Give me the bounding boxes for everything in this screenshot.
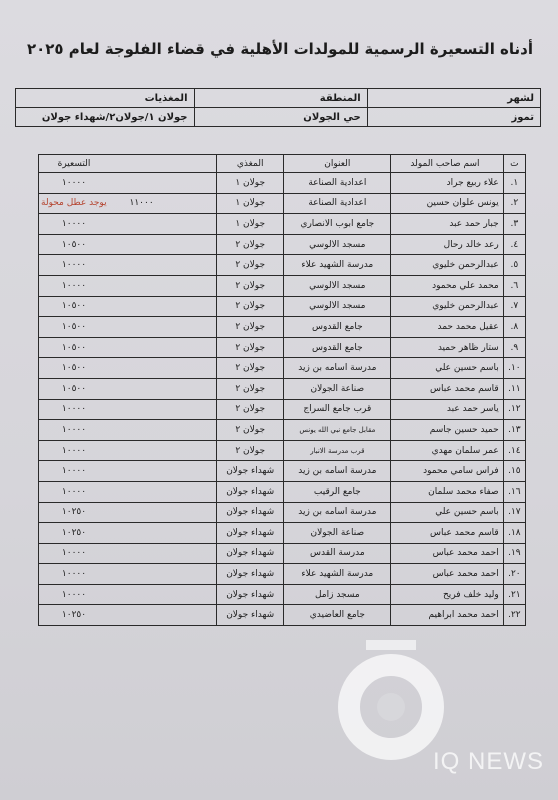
- table-row: [39, 605, 526, 626]
- row-price: ١٠٢٥٠: [61, 527, 87, 538]
- row-address: مدرسة الشهيد علاء: [284, 255, 391, 276]
- row-no: ١١.: [503, 378, 525, 399]
- row-address: مقابل جامع نبي الله يونس: [284, 420, 391, 441]
- row-no: ٣.: [503, 214, 525, 235]
- row-feeder: شهداء جولان: [216, 584, 284, 605]
- row-price: ١٠٥٠٠: [61, 321, 87, 332]
- row-address: قرب جامع السراج: [284, 399, 391, 420]
- row-address: اعدادية الصناعة: [284, 193, 391, 214]
- row-address: جامع القدوس: [284, 337, 391, 358]
- row-price: ١٠٠٠٠: [61, 260, 87, 271]
- row-no: ٩.: [503, 337, 525, 358]
- row-no: ١٧.: [503, 502, 525, 523]
- row-price-cell: [39, 502, 217, 523]
- row-owner: ياسر حمد عبد: [391, 399, 503, 420]
- row-address: جامع القدوس: [284, 317, 391, 338]
- table-row: [39, 461, 526, 482]
- row-price-cell: [39, 605, 217, 626]
- header-owner: اسم صاحب المولد: [391, 155, 503, 173]
- info-header-month: لشهر: [367, 89, 540, 108]
- row-price-cell: [39, 234, 217, 255]
- table-row: [39, 481, 526, 502]
- table-row: [39, 502, 526, 523]
- row-address: مدرسة الشهيد علاء: [284, 564, 391, 585]
- row-price-cell: [39, 193, 217, 214]
- row-no: ١٤.: [503, 440, 525, 461]
- row-address: جامع ابوب الانصاري: [284, 214, 391, 235]
- table-row: [39, 214, 526, 235]
- row-feeder: جولان ٢: [216, 337, 284, 358]
- row-address: مدرسة اسامه بن زيد: [284, 502, 391, 523]
- header-feeder: المغذي: [216, 155, 284, 173]
- info-value-area: حي الجولان: [194, 108, 367, 127]
- row-note: يوجد عطل محولة: [41, 198, 107, 209]
- row-address: مدرسة اسامه بن زيد: [284, 461, 391, 482]
- document-title: أدناه التسعيرة الرسمية للمولدات الأهلية في قضاء الفلوجة لعام ٢٠٢٥: [26, 40, 534, 58]
- info-header-row: [16, 89, 541, 108]
- row-price: ١٠٠٠٠: [61, 177, 87, 188]
- row-price: ١٠٥٠٠: [61, 301, 87, 312]
- row-price-cell: [39, 296, 217, 317]
- row-address: صناعة الجولان: [284, 523, 391, 544]
- row-owner: احمد محمد عباس: [391, 564, 503, 585]
- row-feeder: شهداء جولان: [216, 605, 284, 626]
- row-price: ١٠٥٠٠: [61, 363, 87, 374]
- table-row: [39, 234, 526, 255]
- row-address: جامع العاضيدي: [284, 605, 391, 626]
- info-value-feeders: جولان ١/جولان٢/شهداء جولان: [16, 108, 195, 127]
- header-price-label: التسعيرة: [57, 158, 91, 169]
- row-price-cell: [39, 564, 217, 585]
- row-no: ١٥.: [503, 461, 525, 482]
- generators-table: [38, 154, 526, 626]
- row-owner: قاسم محمد عباس: [391, 378, 503, 399]
- row-price-cell: [39, 173, 217, 194]
- header-address: العنوان: [284, 155, 391, 173]
- row-no: ٥.: [503, 255, 525, 276]
- row-address: قرب مدرسة الانبار: [284, 440, 391, 461]
- row-address: مدرسة اسامه بن زيد: [284, 358, 391, 379]
- info-header-feeders: المغذيات: [16, 89, 195, 108]
- row-owner: صفاء محمد سلمان: [391, 481, 503, 502]
- row-feeder: شهداء جولان: [216, 523, 284, 544]
- row-price-cell: [39, 399, 217, 420]
- row-feeder: شهداء جولان: [216, 481, 284, 502]
- row-owner: قاسم محمد عباس: [391, 523, 503, 544]
- row-price: ١٠٥٠٠: [61, 342, 87, 353]
- row-owner: احمد محمد ابراهيم: [391, 605, 503, 626]
- table-row: [39, 193, 526, 214]
- row-no: ١٩.: [503, 543, 525, 564]
- row-feeder: شهداء جولان: [216, 543, 284, 564]
- row-price: ١٠٢٥٠: [61, 610, 87, 621]
- row-owner: عمر سلمان مهدي: [391, 440, 503, 461]
- table-row: [39, 564, 526, 585]
- row-no: ١٨.: [503, 523, 525, 544]
- row-feeder: جولان ١: [216, 214, 284, 235]
- row-address: مسجد الالوسي: [284, 234, 391, 255]
- row-price-cell: [39, 420, 217, 441]
- row-feeder: جولان ٢: [216, 317, 284, 338]
- row-price: ١٠٠٠٠: [61, 445, 87, 456]
- row-address: مسجد الالوسي: [284, 296, 391, 317]
- header-no: ت: [503, 155, 525, 173]
- row-owner: ستار ظاهر حميد: [391, 337, 503, 358]
- info-header-area: المنطقة: [194, 89, 367, 108]
- row-address: مسجد الالوسي: [284, 275, 391, 296]
- row-no: ٦.: [503, 275, 525, 296]
- table-row: [39, 173, 526, 194]
- row-feeder: شهداء جولان: [216, 564, 284, 585]
- table-row: [39, 420, 526, 441]
- row-feeder: جولان ٢: [216, 275, 284, 296]
- table-row: [39, 358, 526, 379]
- table-row: [39, 378, 526, 399]
- table-row: [39, 317, 526, 338]
- row-price: ١٠٠٠٠: [61, 280, 87, 291]
- row-no: ٢١.: [503, 584, 525, 605]
- info-value-row: [16, 108, 541, 127]
- row-feeder: جولان ٢: [216, 440, 284, 461]
- row-price-cell: [39, 440, 217, 461]
- row-owner: عبدالرحمن خليوي: [391, 296, 503, 317]
- row-price: ١٠٢٥٠: [61, 507, 87, 518]
- row-feeder: جولان ٢: [216, 399, 284, 420]
- row-feeder: جولان ٢: [216, 255, 284, 276]
- table-row: [39, 440, 526, 461]
- row-price-cell: [39, 584, 217, 605]
- row-no: ٧.: [503, 296, 525, 317]
- row-owner: احمد محمد عباس: [391, 543, 503, 564]
- row-price: ١٠٠٠٠: [61, 404, 87, 415]
- row-price: ١٠٠٠٠: [61, 486, 87, 497]
- row-owner: جبار حمد عبد: [391, 214, 503, 235]
- row-price-cell: [39, 378, 217, 399]
- row-owner: يونس علوان حسين: [391, 193, 503, 214]
- row-price: ١٠٥٠٠: [61, 239, 87, 250]
- row-no: ٢٢.: [503, 605, 525, 626]
- row-owner: عقيل محمد حمد: [391, 317, 503, 338]
- row-price-cell: [39, 543, 217, 564]
- info-value-month: تموز: [367, 108, 540, 127]
- row-feeder: جولان ٢: [216, 420, 284, 441]
- row-owner: فراس سامي محمود: [391, 461, 503, 482]
- row-feeder: شهداء جولان: [216, 461, 284, 482]
- table-header-row: [39, 155, 526, 173]
- row-feeder: جولان ٢: [216, 296, 284, 317]
- row-price-cell: [39, 337, 217, 358]
- row-no: ٤.: [503, 234, 525, 255]
- row-no: ٨.: [503, 317, 525, 338]
- row-price: ١١٠٠٠: [129, 198, 154, 209]
- row-address: مسجد زامل: [284, 584, 391, 605]
- table-row: [39, 337, 526, 358]
- row-price-cell: [39, 275, 217, 296]
- row-address: اعدادية الصناعة: [284, 173, 391, 194]
- row-feeder: شهداء جولان: [216, 502, 284, 523]
- info-table: [15, 88, 541, 127]
- row-no: ١٦.: [503, 481, 525, 502]
- row-owner: حميد حسين جاسم: [391, 420, 503, 441]
- table-row: [39, 523, 526, 544]
- row-price: ١٠٠٠٠: [61, 569, 87, 580]
- row-price: ١٠٠٠٠: [61, 589, 87, 600]
- row-price-cell: [39, 461, 217, 482]
- row-feeder: جولان ٢: [216, 378, 284, 399]
- row-no: ٢.: [503, 193, 525, 214]
- row-price: ١٠٠٠٠: [61, 548, 87, 559]
- table-row: [39, 399, 526, 420]
- row-price: ١٠٥٠٠: [61, 383, 87, 394]
- watermark-text: IQ NEWS: [432, 748, 544, 775]
- row-owner: باسم حسين علي: [391, 502, 503, 523]
- row-price-cell: [39, 523, 217, 544]
- row-address: مدرسة القدس: [284, 543, 391, 564]
- row-price-cell: [39, 358, 217, 379]
- row-feeder: جولان ٢: [216, 358, 284, 379]
- row-owner: محمد علي محمود: [391, 275, 503, 296]
- row-owner: رعد خالد رحال: [391, 234, 503, 255]
- row-no: ٢٠.: [503, 564, 525, 585]
- table-row: [39, 275, 526, 296]
- row-no: ١٣.: [503, 420, 525, 441]
- table-row: [39, 255, 526, 276]
- row-feeder: جولان ١: [216, 173, 284, 194]
- row-owner: وليد خلف فريح: [391, 584, 503, 605]
- row-owner: عبدالرحمن خليوي: [391, 255, 503, 276]
- row-no: ١٠.: [503, 358, 525, 379]
- row-price: ١٠٠٠٠: [61, 466, 87, 477]
- row-no: ١٢.: [503, 399, 525, 420]
- row-price: ١٠٠٠٠: [61, 424, 87, 435]
- row-price: ١٠٠٠٠: [61, 218, 87, 229]
- row-price-cell: [39, 214, 217, 235]
- table-row: [39, 296, 526, 317]
- row-feeder: جولان ١: [216, 193, 284, 214]
- row-price-cell: [39, 317, 217, 338]
- row-owner: باسم حسين علي: [391, 358, 503, 379]
- row-no: ١.: [503, 173, 525, 194]
- table-row: [39, 584, 526, 605]
- row-price-cell: [39, 481, 217, 502]
- row-owner: علاء ربيع جراد: [391, 173, 503, 194]
- row-price-cell: [39, 255, 217, 276]
- row-address: صناعة الجولان: [284, 378, 391, 399]
- header-price: [39, 155, 217, 173]
- row-feeder: جولان ٢: [216, 234, 284, 255]
- row-address: جامع الرقيب: [284, 481, 391, 502]
- table-row: [39, 543, 526, 564]
